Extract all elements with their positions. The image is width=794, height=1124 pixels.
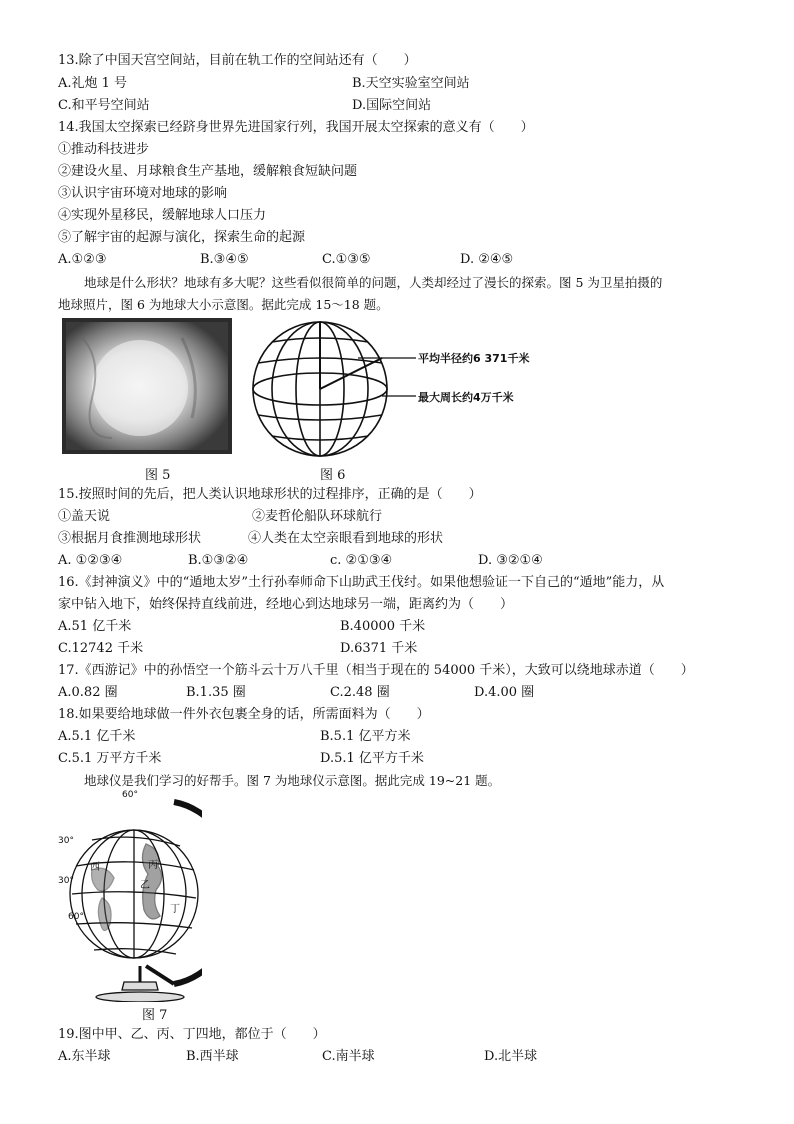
q14-item: ⑤了解宇宙的起源与演化，探索生命的起源 — [58, 230, 306, 245]
q15-option-a: A. ①②③④ — [58, 553, 123, 568]
lat-label-60s: 60° — [68, 912, 84, 922]
q18-option-a: A.5.1 亿千米 — [58, 729, 136, 744]
q16-stem: 16.《封神演义》中的“遁地太岁”土行孙奉师命下山助武王伐纣。如果他想验证一下自己的“遁地”能力，从 — [58, 575, 665, 590]
lat-label-60n: 60° — [122, 790, 138, 800]
q14-stem: 14.我国太空探索已经跻身世界先进国家行列，我国开展太空探索的意义有（ ） — [58, 120, 534, 135]
q18-option-d: D.5.1 亿平方千米 — [320, 751, 424, 766]
earth-satellite-photo — [62, 318, 232, 454]
intro-paragraph-line: 地球照片，图 6 为地球大小示意图。据此完成 15～18 题。 — [58, 297, 389, 312]
intro-paragraph-line: 地球是什么形状？地球有多大呢？这些看似很简单的问题，人类却经过了漫长的探索。图 5 为卫星拍摄的 — [84, 275, 663, 290]
q18-option-c: C.5.1 万平方千米 — [58, 751, 162, 766]
figure-6-caption: 图 6 — [320, 468, 346, 483]
q16-option-b: B.40000 千米 — [340, 619, 426, 634]
q17-option-c: C.2.48 圈 — [330, 685, 390, 700]
q13-option-b: B.天空实验室空间站 — [352, 76, 470, 91]
q13-option-d: D.国际空间站 — [352, 98, 432, 113]
q19-option-a: A.东半球 — [58, 1049, 111, 1064]
circumference-label: 最大周长约4万千米 — [418, 391, 514, 404]
q16-stem: 家中钻入地下，始终保持直线前进，经地心到达地球另一端，距离约为（ ） — [58, 597, 514, 612]
q14-item: ④实现外星移民，缓解地球人口压力 — [58, 208, 267, 223]
globe-diagram — [62, 794, 202, 1002]
q13-option-c: C.和平号空间站 — [58, 98, 150, 113]
intro-paragraph-line: 地球仪是我们学习的好帮手。图 7 为地球仪示意图。据此完成 19~21 题。 — [84, 773, 501, 788]
lat-label-30n: 30° — [58, 836, 74, 846]
q15-stem: 15.按照时间的先后，把人类认识地球形状的过程排序，正确的是（ ） — [58, 487, 482, 502]
q16-option-a: A.51 亿千米 — [58, 619, 132, 634]
figure-5-caption: 图 5 — [145, 468, 171, 483]
q16-option-d: D.6371 千米 — [340, 641, 418, 656]
q19-option-c: C.南半球 — [322, 1049, 375, 1064]
q19-option-d: D.北半球 — [484, 1049, 538, 1064]
radius-label: 平均半径约6 371千米 — [418, 352, 530, 365]
q14-option-c: C.①③⑤ — [322, 252, 371, 267]
q14-option-a: A.①②③ — [58, 252, 107, 267]
place-label: 丙 — [148, 860, 158, 871]
q14-item: ③认识宇宙环境对地球的影响 — [58, 186, 228, 201]
q15-option-d: D. ③②①④ — [478, 553, 543, 568]
q18-stem: 18.如果要给地球做一件外衣包裹全身的话，所需面料为（ ） — [58, 707, 430, 722]
q15-item: ③根据月食推测地球形状 — [58, 531, 202, 546]
q19-option-b: B.西半球 — [186, 1049, 239, 1064]
q13-option-a: A.礼炮 1 号 — [58, 76, 128, 91]
place-label: 西 — [90, 862, 100, 873]
q15-option-b: B.①③②④ — [188, 553, 249, 568]
q16-option-c: C.12742 千米 — [58, 641, 144, 656]
q17-option-d: D.4.00 圈 — [474, 685, 535, 700]
q17-option-a: A.0.82 圈 — [58, 685, 118, 700]
q14-option-d: D. ②④⑤ — [460, 252, 514, 267]
q15-item: ④人类在太空亲眼看到地球的形状 — [248, 531, 444, 546]
place-label: 乙 — [140, 880, 150, 891]
q18-option-b: B.5.1 亿平方米 — [320, 729, 411, 744]
lat-label-30s: 30° — [58, 876, 74, 886]
q15-option-c: c. ②①③④ — [330, 553, 393, 568]
q14-option-b: B.③④⑤ — [200, 252, 249, 267]
figure-7-caption: 图 7 — [142, 1008, 168, 1023]
q17-option-b: B.1.35 圈 — [186, 685, 246, 700]
place-label: 丁 — [170, 904, 180, 915]
q14-item: ①推动科技进步 — [58, 142, 150, 157]
q15-item: ②麦哲伦船队环球航行 — [252, 509, 383, 524]
q17-stem: 17.《西游记》中的孙悟空一个筋斗云十万八千里（相当于现在的 54000 千米），大致可以绕地球赤道（ ） — [58, 663, 694, 678]
q14-item: ②建设火星、月球粮食生产基地，缓解粮食短缺问题 — [58, 164, 358, 179]
q13-stem: 13.除了中国天宫空间站，目前在轨工作的空间站还有（ ） — [58, 53, 417, 68]
q19-stem: 19.图中甲、乙、丙、丁四地，都位于（ ） — [58, 1027, 326, 1042]
q15-item: ①盖天说 — [58, 509, 111, 524]
